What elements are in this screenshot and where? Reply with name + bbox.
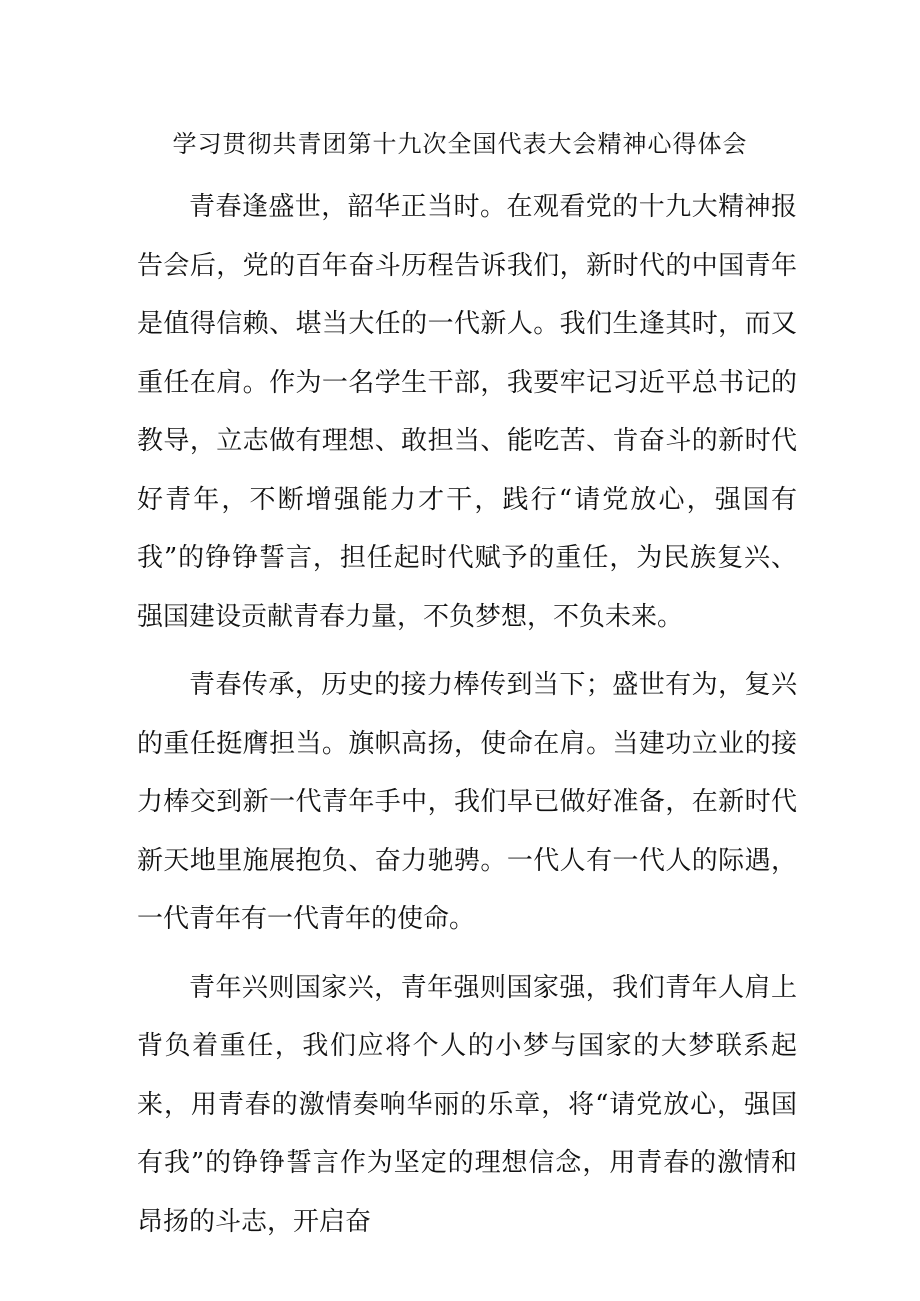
paragraph-1: 青春逢盛世，韶华正当时。在观看党的十九大精神报告会后，党的百年奋斗历程告诉我们，新时代的中国青年是值得信赖、堪当大任的一代新人。我们生逢其时，而又重任在肩。作为一名学生干部，我要牢记习近平总书记的教导，立志做有理想、敢担当、能吃苦、肯奋斗的新时代好青年，不断增强能力才干，践行“请党放心，强国有我”的铮铮誓言，担任起时代赋予的重任，为民族复兴、强国建设贡献青春力量，不负梦想，不负未来。: [137, 192, 797, 632]
paragraph-2: 青春传承，历史的接力棒传到当下；盛世有为，复兴的重任挺膺担当。旗帜高扬，使命在肩。当建功立业的接力棒交到新一代青年手中，我们早已做好准备，在新时代新天地里施展抱负、奋力驰骋。一代人有一代人的际遇，一代青年有一代青年的使命。: [137, 670, 797, 934]
document-title: 学习贯彻共青团第十九次全国代表大会精神心得体会: [172, 130, 748, 158]
paragraph-3: 青年兴则国家兴，青年强则国家强，我们青年人肩上背负着重任，我们应将个人的小梦与国家的大梦联系起来，用青春的激情奏响华丽的乐章，将“请党放心，强国有我”的铮铮誓言作为坚定的理想信念，用青春的激情和昂扬的斗志，开启奋: [137, 972, 797, 1237]
document-body: [137, 178, 797, 1251]
